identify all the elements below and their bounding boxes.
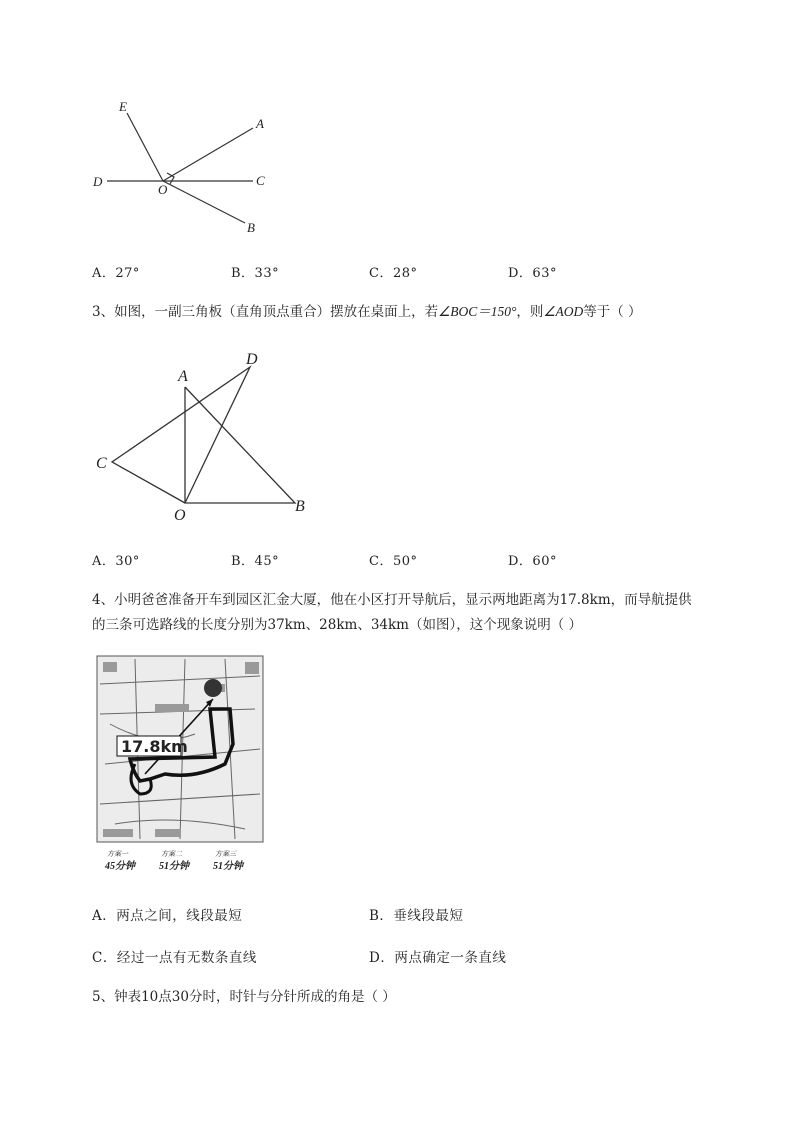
q4-option-c[interactable]: C．经过一点有无数条直线 — [92, 950, 257, 966]
map-drawing — [95, 654, 265, 880]
q4-option-d[interactable]: D．两点确定一条直线 — [369, 950, 507, 966]
route-3-time: 51分钟 — [213, 861, 243, 872]
q3-option-c[interactable]: C．50° — [369, 554, 418, 569]
label-o: O — [158, 182, 168, 197]
triangle-aob — [185, 387, 295, 503]
figure-triangle-boards — [90, 345, 320, 525]
q3-question — [92, 302, 642, 322]
q3-math-boc: ∠BOC＝150° — [438, 304, 517, 319]
route-2-name: 方案二 — [161, 850, 182, 858]
label-b: B — [295, 498, 305, 515]
route-2-time: 51分钟 — [159, 861, 189, 872]
label-b: B — [247, 220, 255, 235]
q4-question-line1: 4、小明爸爸准备开车到园区汇金大厦，他在小区打开导航后，显示两地距离为17.8km，而导航提供 — [92, 592, 692, 608]
label-a: A — [178, 368, 188, 385]
label-e: E — [119, 99, 127, 114]
label-c: C — [256, 173, 265, 188]
q2-option-c[interactable]: C．28° — [369, 266, 418, 281]
q4-option-a[interactable]: A．两点之间，线段最短 — [92, 908, 243, 924]
route-3-name: 方案三 — [215, 850, 236, 858]
q3-text-mid: ，则 — [516, 304, 544, 320]
q3-text-pre: 3、如图，一副三角板（直角顶点重合）摆放在桌面上，若 — [92, 304, 439, 320]
q2-option-d[interactable]: D．63° — [508, 266, 557, 281]
q5-question: 5、钟表10点30分时，时针与分针所成的角是（ ） — [92, 989, 396, 1005]
triangle-cod — [112, 367, 250, 503]
q2-option-b[interactable]: B．33° — [231, 266, 280, 281]
label-o: O — [174, 507, 186, 524]
map-distance-label: 17.8km — [121, 737, 188, 756]
label-d: D — [246, 351, 258, 368]
q3-option-d[interactable]: D．60° — [508, 554, 557, 569]
ray-oe — [127, 113, 163, 181]
figure-angle-diagram — [85, 95, 285, 240]
q3-option-b[interactable]: B．45° — [231, 554, 280, 569]
q3-math-aod: ∠AOD — [543, 304, 584, 319]
label-a: A — [256, 116, 264, 131]
q4-question-line2: 的三条可选路线的长度分别为37km、28km、34km（如图），这个现象说明（ ） — [92, 617, 583, 633]
q3-option-a[interactable]: A．30° — [92, 554, 140, 569]
route-1-time: 45分钟 — [105, 861, 135, 872]
navigation-map-image — [95, 654, 265, 880]
route-1-name: 方案一 — [107, 850, 128, 858]
q4-option-b[interactable]: B．垂线段最短 — [369, 908, 464, 924]
label-c: C — [96, 455, 107, 472]
q3-text-post: 等于（ ） — [583, 304, 642, 320]
q2-option-a[interactable]: A．27° — [92, 266, 140, 281]
label-d: D — [93, 174, 103, 189]
ray-ob — [163, 181, 245, 223]
ray-oa — [163, 128, 253, 181]
